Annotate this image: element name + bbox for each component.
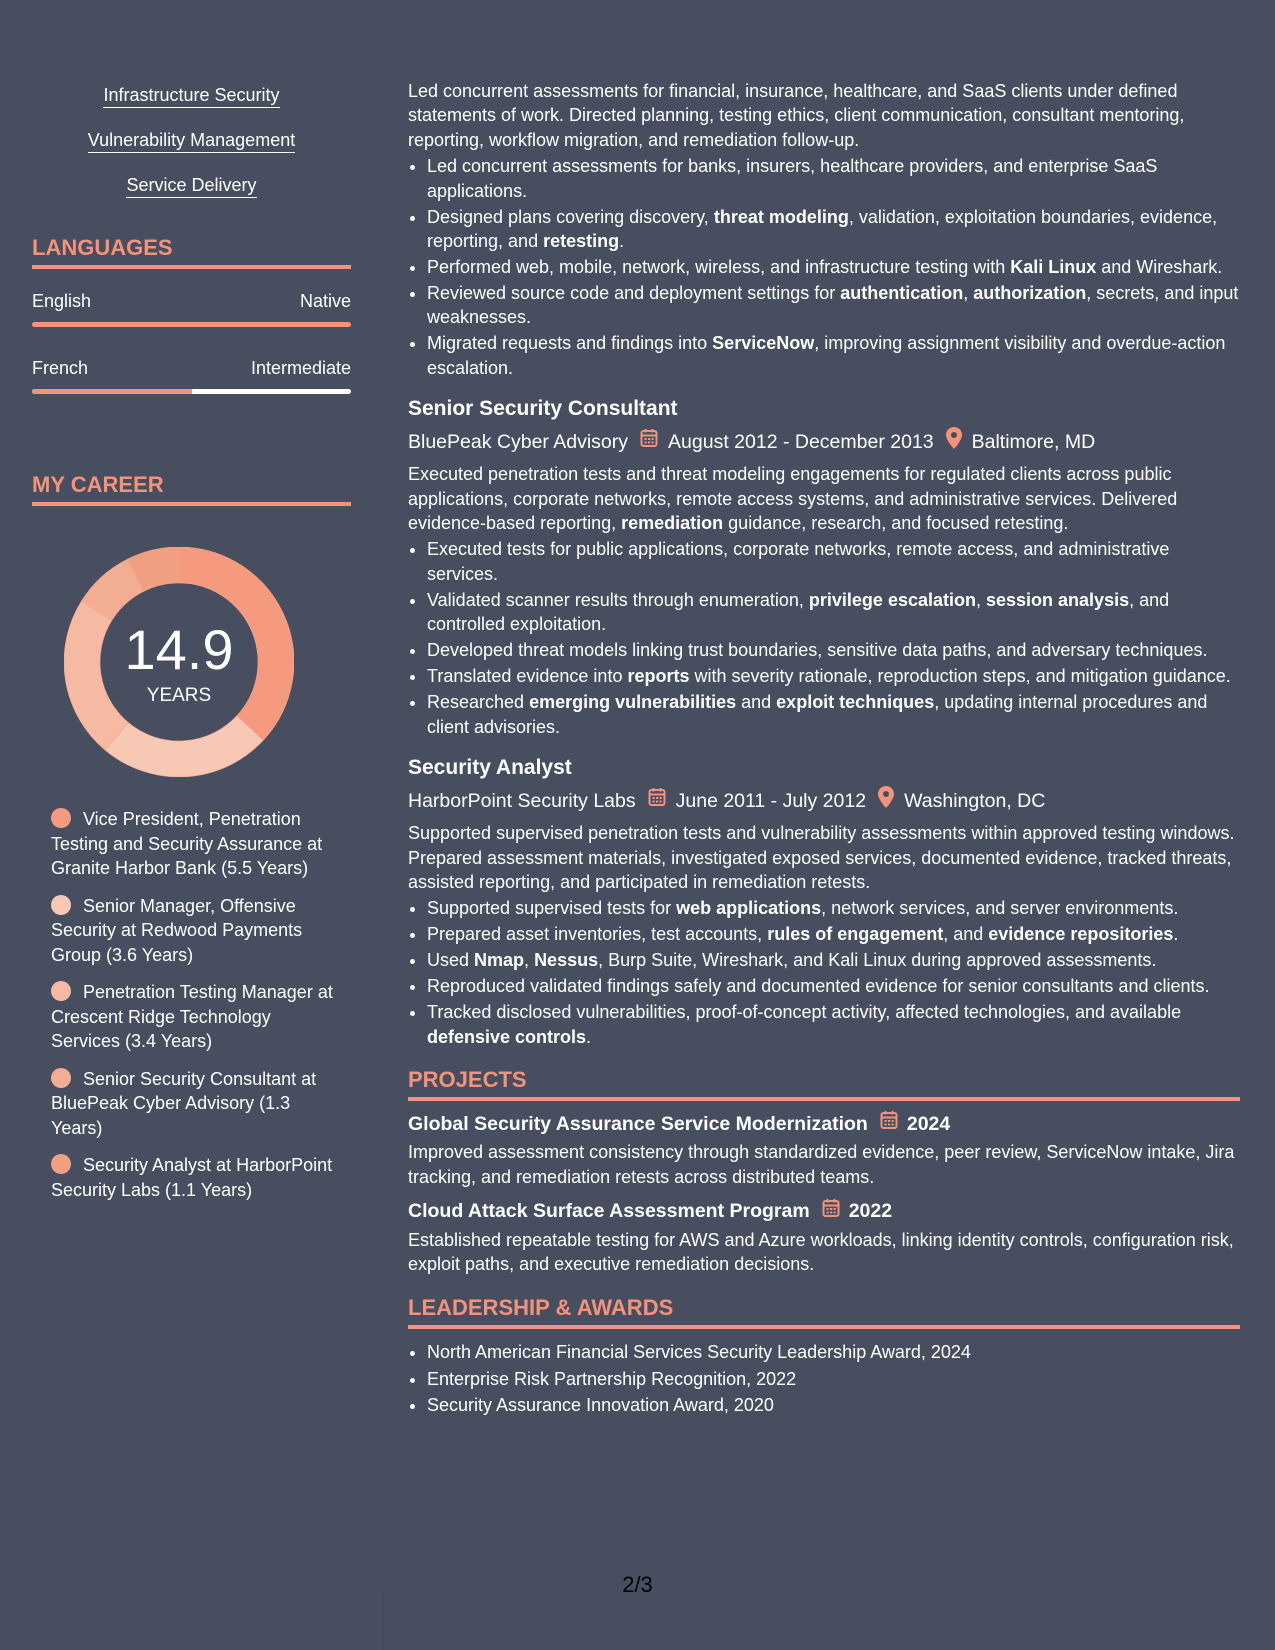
calendar-icon [822,1198,840,1225]
award-item: • Security Assurance Innovation Award, 2020 [427,1392,1240,1419]
project-title [408,1198,1240,1225]
location-pin-icon [946,427,962,456]
project-description: Improved assessment consistency through standardized evidence, peer review, ServiceNow intake, Jira tracking, and remediation retests across distributed teams. [408,1142,1235,1187]
language-name: English [32,291,92,311]
skill-item [32,129,351,174]
awards-list [408,1339,1240,1419]
main-column [408,79,1240,1419]
languages-heading: LANGUAGES [32,234,351,269]
job-company: BluePeak Cyber Advisory [408,430,629,453]
language-row [32,290,351,312]
career-heading: MY CAREER [32,471,351,506]
job-title: Security Analyst [408,756,572,780]
project-description: Established repeatable testing for AWS and Azure workloads, linking identity controls, configuration risk, exploit paths, and executive remediation decisions. [408,1229,1234,1275]
career-legend-label: Vice President, Penetration Testing and Security Assurance at Granite Harbor Bank (5.5 Years) [51,809,323,878]
calendar-icon [648,787,666,814]
job-bullet: • Used Nmap, Nessus, Burp Suite, Wireshark, and Kali Linux during approved assessments. [427,948,1240,972]
job-location: Baltimore, MD [971,430,1096,453]
job-bullet: • Supported supervised tests for web applications, network services, and server environments. [427,896,1240,920]
career-legend-label: Senior Security Consultant at BluePeak Cyber Advisory (1.3 Years) [51,1068,317,1138]
donut-slice [105,716,263,777]
job-dates: August 2012 - December 2013 [668,430,934,453]
skills-list [32,84,351,219]
career-total-years: 14.9 [124,618,234,681]
job-bullet: • Reviewed source code and deployment settings for authentication, authorization, secrets, and input weaknesses. [427,281,1240,330]
project-name: Global Security Assurance Service Modernization [408,1112,868,1135]
skill-label: Infrastructure Security [103,84,279,108]
job-bullet: • Led concurrent assessments for banks, insurers, healthcare providers, and enterprise SaaS applications. [427,154,1240,203]
career-legend-item [51,1153,333,1202]
language-row [32,357,351,379]
project-title [408,1110,1240,1137]
career-legend-item [51,980,333,1054]
job-dates: June 2011 - July 2012 [675,789,867,812]
job-bullet: • Reproduced validated findings safely and documented evidence for senior consultants and clients. [427,974,1240,998]
job-bullet: • Tracked disclosed vulnerabilities, proof-of-concept activity, affected technologies, and available defensive controls. [427,1000,1240,1049]
job-bullets [408,154,1240,380]
job-bullet: • Prepared asset inventories, test accounts, rules of engagement, and evidence repositories. [427,922,1240,946]
skill-label: Service Delivery [126,174,256,198]
calendar-icon [640,428,658,455]
job-bullet: • Translated evidence into reports with severity rationale, reproduction steps, and mitigation guidance. [427,664,1240,688]
legend-dot [51,895,71,915]
job-bullets [408,537,1240,739]
career-legend-item [51,894,333,968]
job-location: Washington, DC [904,789,1046,812]
job-list [408,396,1240,1049]
awards-heading: LEADERSHIP & AWARDS [408,1295,1240,1329]
job-bullet: • Migrated requests and findings into ServiceNow, improving assignment visibility and overdue-action escalation. [427,331,1240,380]
language-proficiency-fill [32,322,351,327]
skill-label: Vulnerability Management [88,129,295,153]
career-legend-label: Security Analyst at HarborPoint Security Labs (1.1 Years) [51,1155,333,1200]
career-donut-chart [64,547,294,777]
award-item: • North American Financial Services Security Leadership Award, 2024 [427,1339,1240,1366]
job-company: HarborPoint Security Labs [408,789,636,812]
legend-dot [51,981,71,1001]
page-number: 2/3 [622,1572,653,1597]
job-description: Executed penetration tests and threat modeling engagements for regulated clients across public applications, corporate networks, remote access systems, and administrative services. Delivered evidence-based reporting, remediation guidance, research, and focused retesting. [408,464,1178,534]
column-divider [383,1590,384,1650]
award-item: • Enterprise Risk Partnership Recognition, 2022 [427,1366,1240,1393]
job-bullet: • Performed web, mobile, network, wireless, and infrastructure testing with Kali Linux and Wireshark. [427,255,1240,279]
projects-heading: PROJECTS [408,1067,1240,1101]
sidebar [32,84,351,1215]
job-title: Senior Security Consultant [408,397,678,421]
career-legend [51,807,333,1202]
legend-dot [51,808,71,828]
language-proficiency-bar [32,389,351,394]
language-name: French [32,358,89,378]
job-description: Supported supervised penetration tests and vulnerability assessments within approved testing windows. Prepared assessment materials, investigated exposed services, documented evidence, tracked threats, assisted reporting, and participated in remediation retests. [408,823,1235,892]
legend-dot [51,1068,71,1088]
job-meta [408,427,1240,456]
calendar-icon [880,1110,898,1137]
job-bullet: • Developed threat models linking trust boundaries, sensitive data paths, and adversary techniques. [427,638,1240,662]
project-year: 2022 [848,1200,893,1223]
language-proficiency-fill [32,389,192,394]
skill-item [32,174,351,219]
career-legend-item [51,1067,333,1141]
language-level: Intermediate [250,358,351,378]
legend-dot [51,1154,71,1174]
career-total-unit: YEARS [146,685,212,706]
career-legend-label: Senior Manager, Offensive Security at Redwood Payments Group (3.6 Years) [51,895,303,965]
skill-item [32,84,351,129]
project-year: 2024 [906,1112,951,1135]
job-description: Led concurrent assessments for financial, insurance, healthcare, and SaaS clients under defined statements of work. Directed planning, testing ethics, client communication, consultant mentoring, reporting, workflow migration, and remediation follow-up. [408,81,1185,150]
language-level: Native [299,291,351,311]
location-pin-icon [878,786,894,815]
job-bullets [408,896,1240,1049]
job-bullet: • Designed plans covering discovery, threat modeling, validation, exploitation boundaries, evidence, reporting, and retesting. [427,205,1240,254]
career-legend-item [51,807,333,881]
career-legend-label: Penetration Testing Manager at Crescent Ridge Technology Services (3.4 Years) [51,982,333,1051]
job-bullet: • Researched emerging vulnerabilities and exploit techniques, updating internal procedures and client advisories. [427,690,1240,739]
job-bullet: • Validated scanner results through enumeration, privilege escalation, session analysis, and controlled exploitation. [427,588,1240,637]
language-proficiency-bar [32,322,351,327]
project-list [408,1110,1240,1277]
job-meta [408,786,1240,815]
project-name: Cloud Attack Surface Assessment Program [408,1200,810,1223]
job-bullet: • Executed tests for public applications, corporate networks, remote access, and administrative services. [427,537,1240,586]
